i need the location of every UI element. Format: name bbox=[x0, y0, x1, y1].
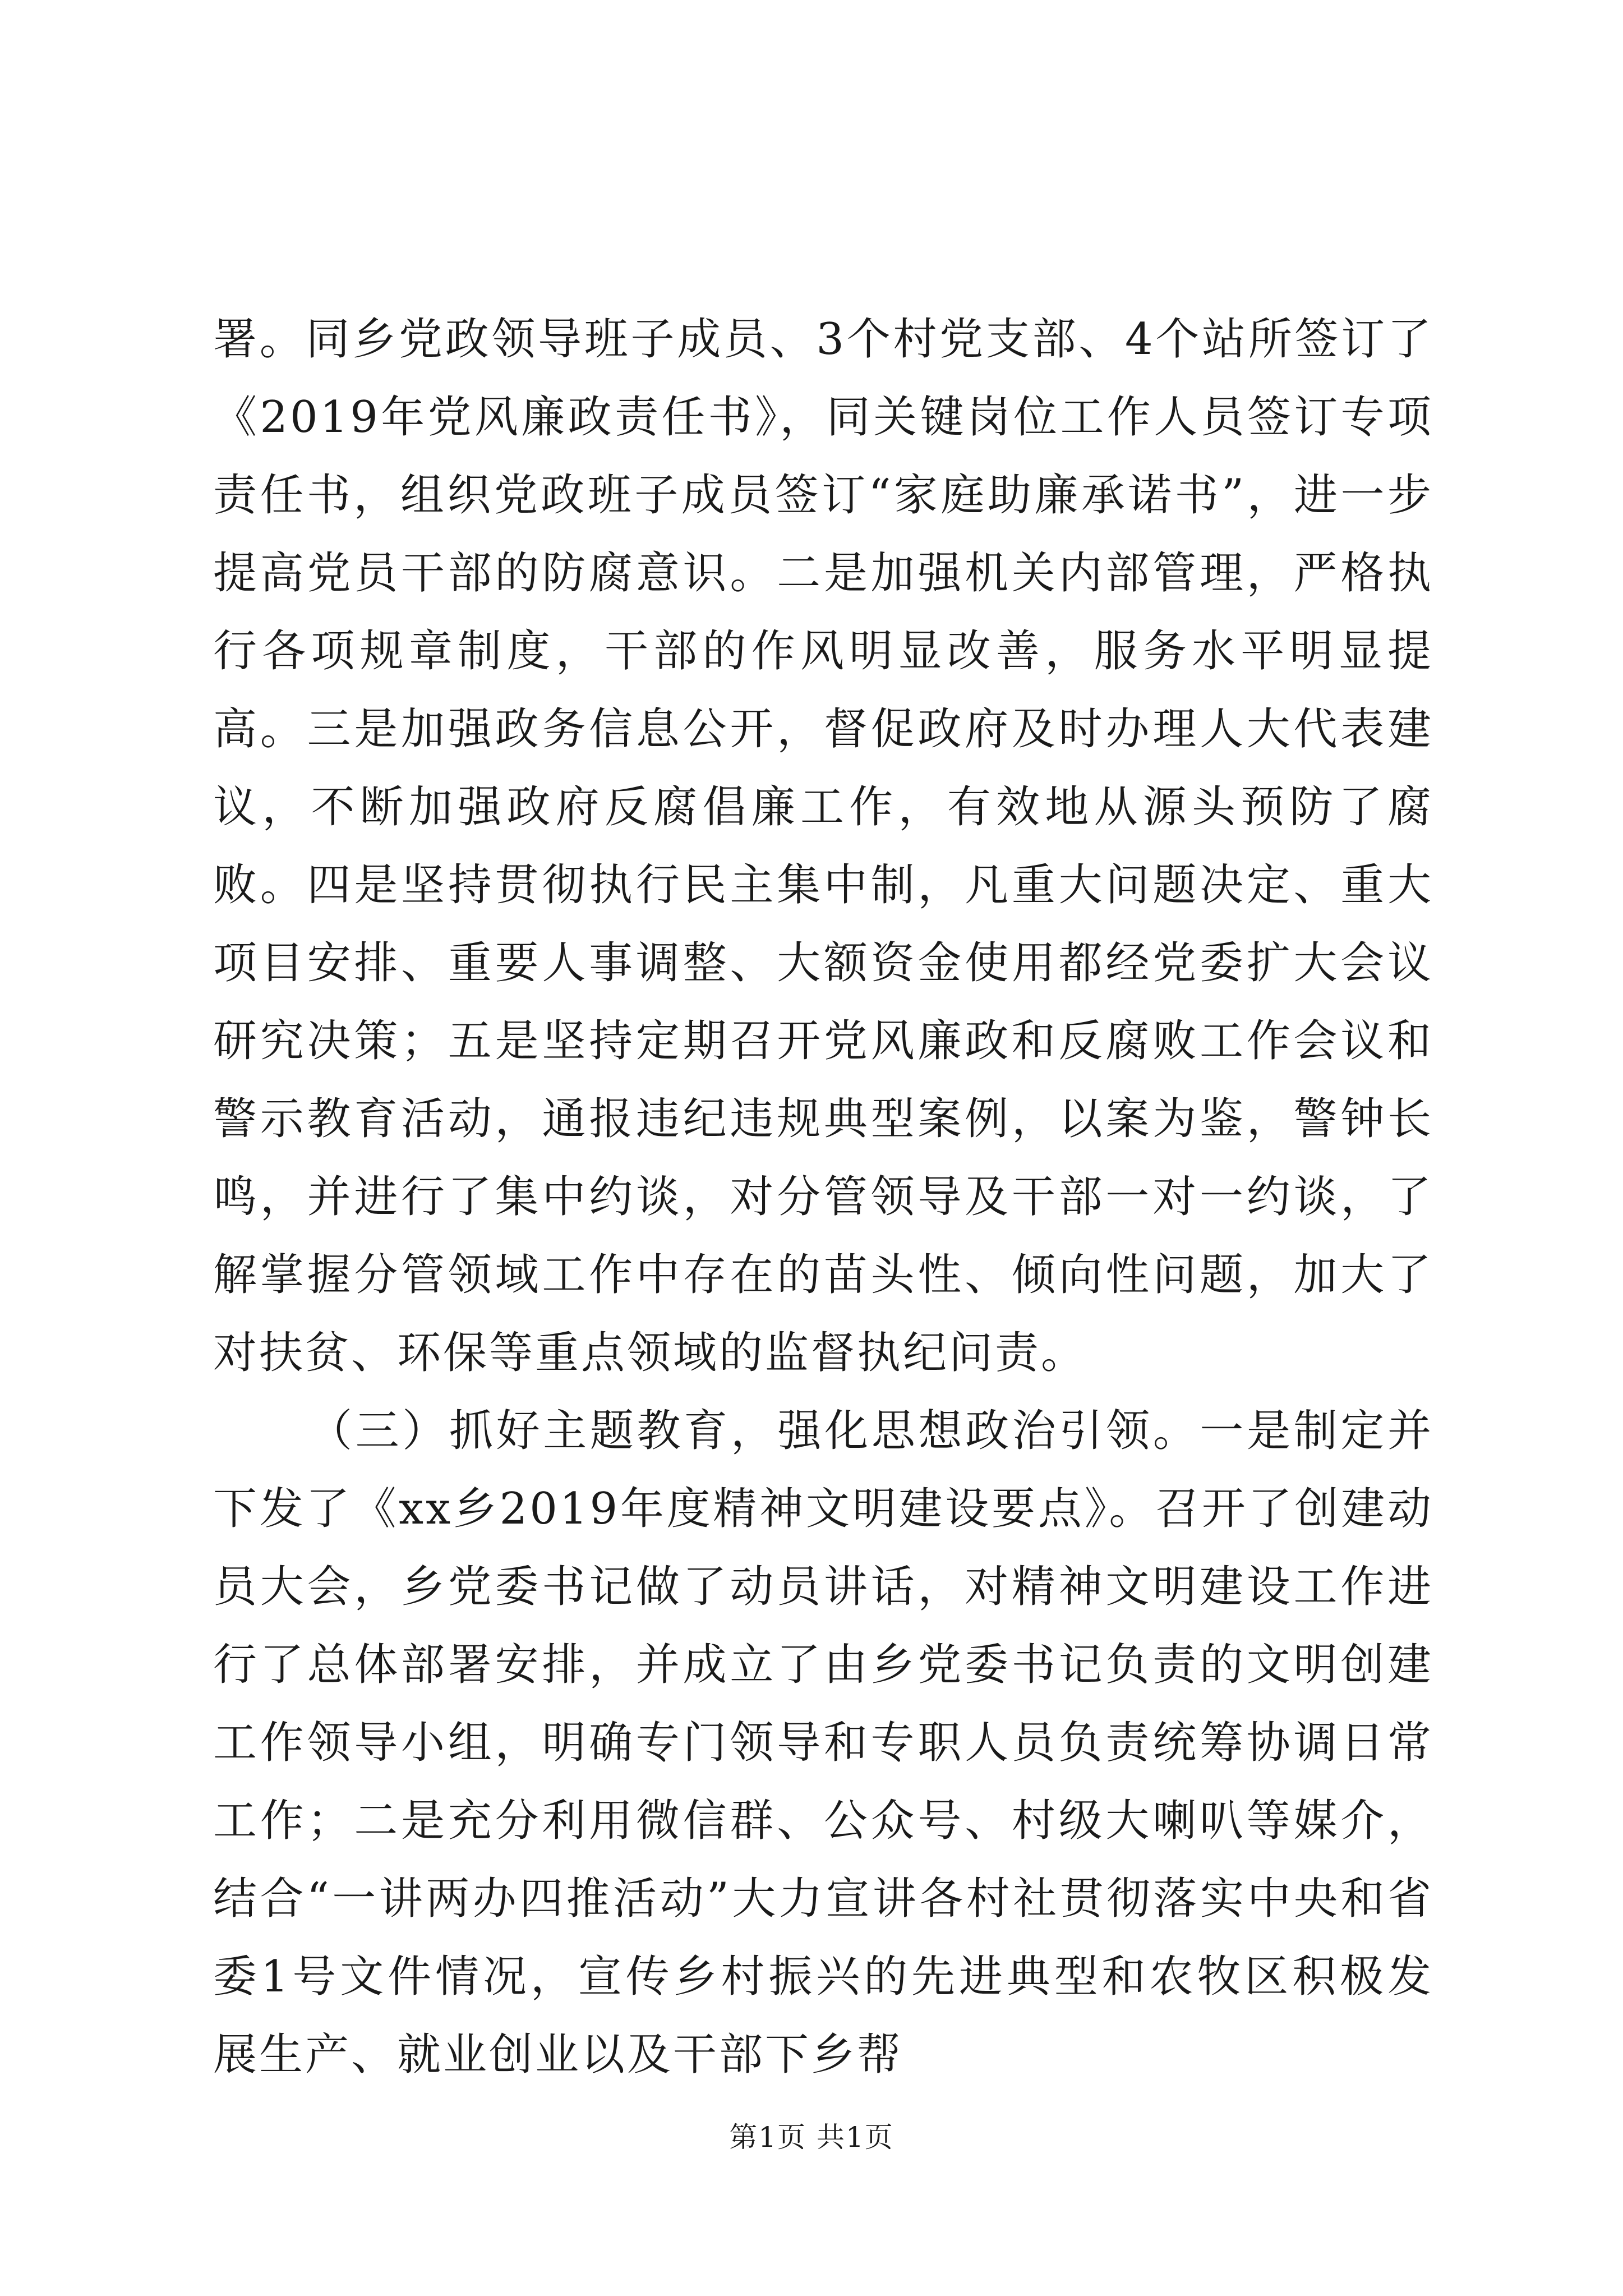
paragraph-2: （三）抓好主题教育，强化思想政治引领。一是制定并下发了《xx乡2019年度精神文明建设要点》。召开了创建动员大会，乡党委书记做了动员讲话，对精神文明建设工作进行了总体部署安排，并成立了由乡党委书记负责的文明创建工作领导小组，明确专门领导和专职人员负责统筹协调日常工作；二是充分利用微信群、公众号、村级大喇叭等媒介，结合“一讲两办四推活动”大力宣讲各村社贯彻落实中央和省委1号文件情况，宣传乡村振兴的先进典型和农牧区积极发展生产、就业创业以及干部下乡帮 bbox=[213, 1406, 1433, 2080]
page-footer bbox=[0, 2115, 1623, 2155]
paragraph-1: 署。同乡党政领导班子成员、3个村党支部、4个站所签订了《2019年党风廉政责任书》，同关键岗位工作人员签订专项责任书，组织党政班子成员签订“家庭助廉承诺书”，进一步提高党员干部的防腐意识。二是加强机关内部管理，严格执行各项规章制度，干部的作风明显改善，服务水平明显提高。三是加强政务信息公开，督促政府及时办理人大代表建议，不断加强政府反腐倡廉工作，有效地从源头预防了腐败。四是坚持贯彻执行民主集中制，凡重大问题决定、重大项目安排、重要人事调整、大额资金使用都经党委扩大会议研究决策；五是坚持定期召开党风廉政和反腐败工作会议和警示教育活动，通报违纪违规典型案例，以案为鉴，警钟长鸣，并进行了集中约谈，对分管领导及干部一对一约谈，了解掌握分管领域工作中存在的苗头性、倾向性问题，加大了对扶贫、环保等重点领域的监督执纪问责。 bbox=[213, 314, 1433, 1378]
page-number-label: 第1页 共1页 bbox=[729, 2121, 894, 2154]
document-body bbox=[213, 301, 1433, 2094]
